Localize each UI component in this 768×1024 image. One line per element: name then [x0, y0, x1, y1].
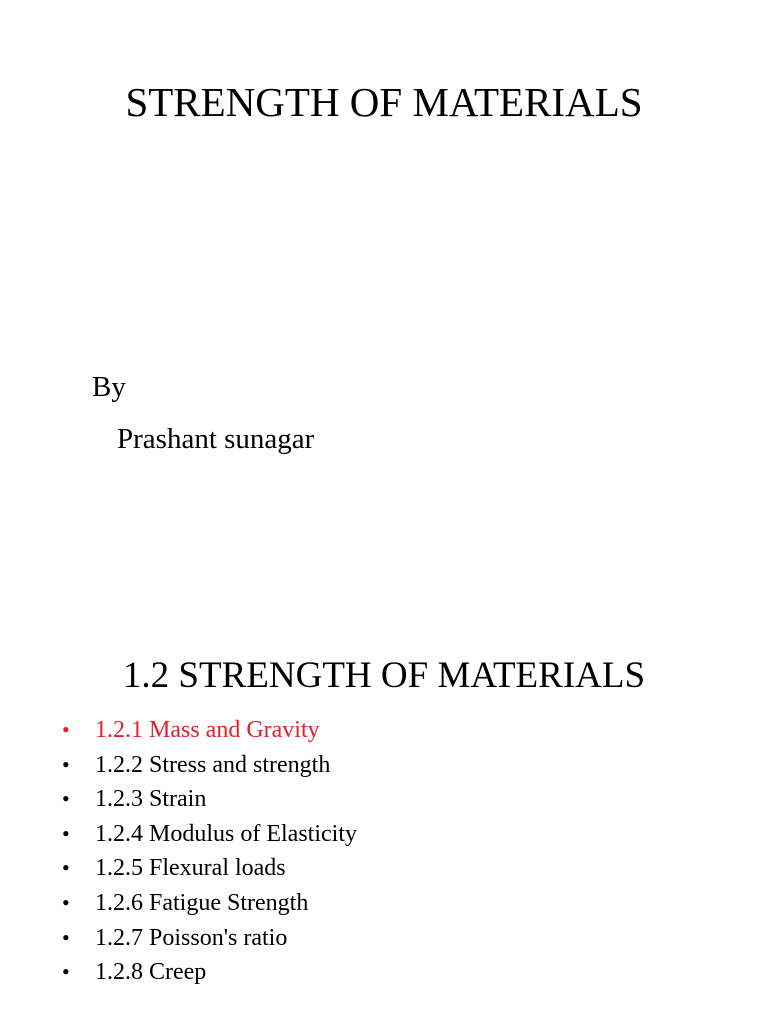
topic-label: 1.2.4 Modulus of Elasticity [95, 820, 357, 847]
topic-label: 1.2.1 Mass and Gravity [95, 717, 320, 743]
topic-label: 1.2.3 Strain [95, 786, 207, 813]
topic-item-modulus-of-elasticity [62, 817, 357, 852]
bullet-icon: • [62, 786, 70, 812]
bullet-icon: • [62, 820, 70, 846]
topic-label: 1.2.7 Poisson's ratio [95, 924, 288, 951]
topic-item-fatigue-strength [62, 886, 357, 921]
topic-item-creep [62, 955, 357, 990]
topic-item-poissons-ratio [62, 921, 357, 956]
topic-item-stress-and-strength [62, 748, 357, 783]
bullet-icon: • [62, 717, 70, 742]
slide-title: STRENGTH OF MATERIALS [125, 79, 643, 125]
topic-list [62, 713, 357, 990]
section-title: 1.2 STRENGTH OF MATERIALS [122, 655, 646, 696]
bullet-icon: • [62, 855, 70, 881]
by-label: By [92, 371, 126, 403]
topic-label: 1.2.5 Flexural loads [95, 855, 286, 882]
bullet-icon: • [62, 959, 70, 985]
topic-item-mass-and-gravity [62, 713, 357, 748]
contents-slide [0, 512, 768, 1024]
topic-item-strain [62, 782, 357, 817]
author-name: Prashant sunagar [117, 423, 315, 455]
topic-label: 1.2.6 Fatigue Strength [95, 889, 309, 916]
bullet-icon: • [62, 751, 70, 777]
bullet-icon: • [62, 924, 70, 950]
topic-label: 1.2.2 Stress and strength [95, 751, 331, 778]
topic-item-flexural-loads [62, 851, 357, 886]
topic-label: 1.2.8 Creep [95, 959, 207, 986]
bullet-icon: • [62, 889, 70, 915]
